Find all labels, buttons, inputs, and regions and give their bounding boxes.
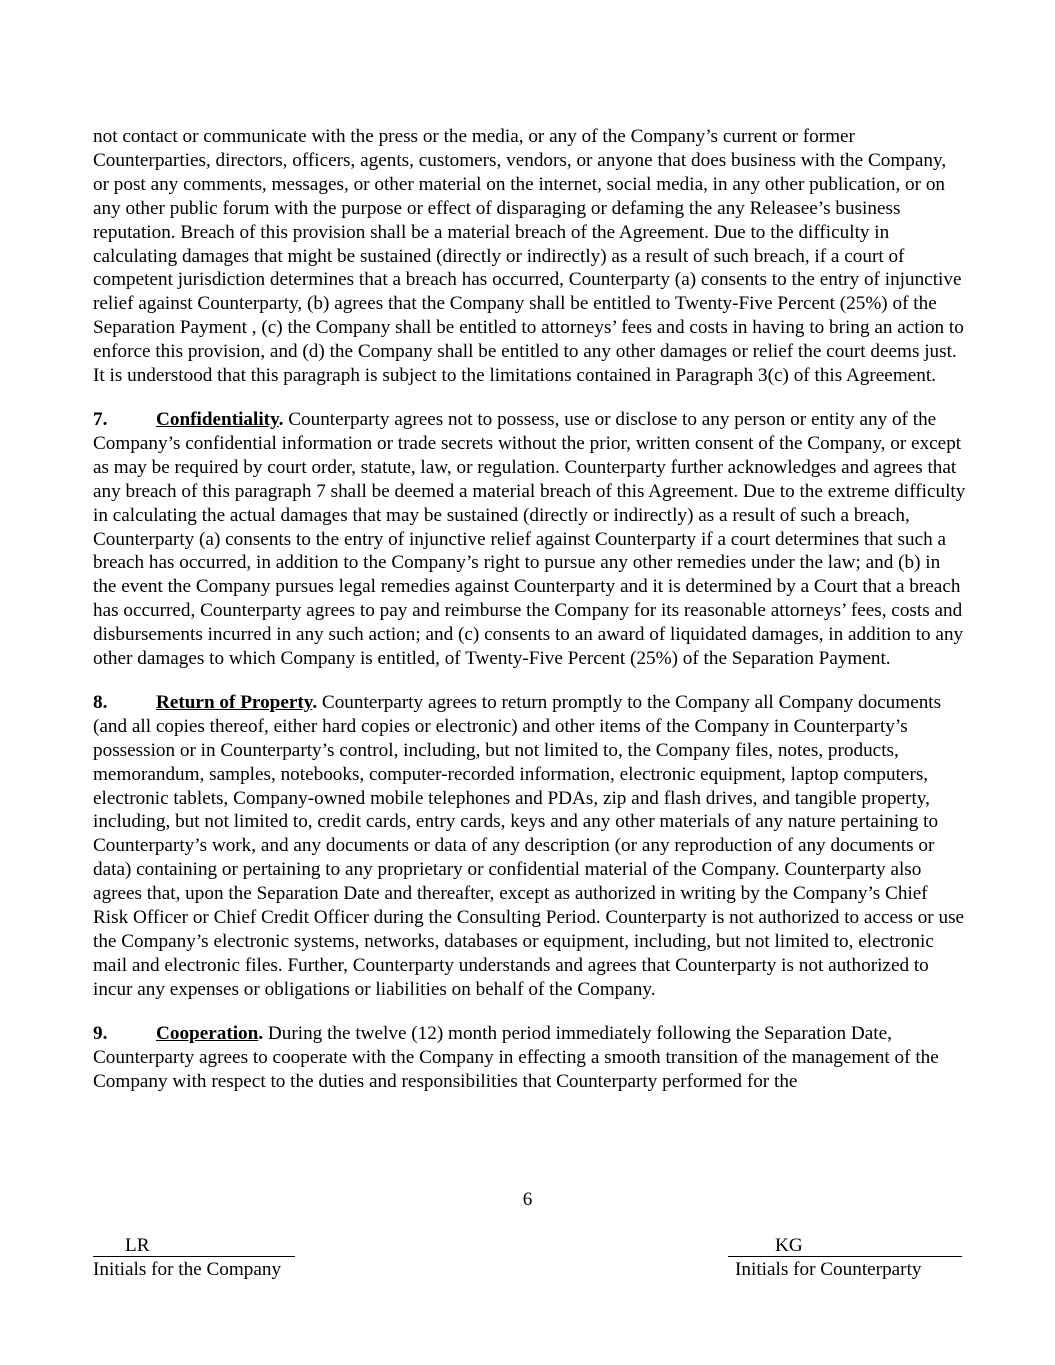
section-title: Return of Property	[156, 691, 313, 713]
section-8-return-of-property	[93, 691, 966, 1002]
section-title-suffix: .	[258, 1022, 264, 1044]
company-initials: LR	[125, 1235, 150, 1256]
section-title-suffix: .	[278, 408, 284, 430]
section-9-cooperation	[93, 1022, 966, 1094]
section-title: Cooperation	[156, 1022, 259, 1044]
counterparty-initials-label: Initials for Counterparty	[735, 1259, 922, 1280]
counterparty-initials: KG	[775, 1235, 803, 1256]
section-7-confidentiality	[93, 408, 966, 671]
section-body: Counterparty agrees to return promptly to the Company all Company documents (and all copies thereof, either hard copies or electronic) and other items of the Company in Counterparty’s possession or in Counterparty’s control, including, but not limited to, the Company files, notes, products, memorandum, samples, notebooks, computer-recorded information, electronic equipment, laptop computers, electronic tablets, Company-owned mobile telephones and PDAs, zip and flash drives, and tangible property, including, but not limited to, credit cards, entry cards, keys and any other materials of any nature pertaining to Counterparty’s work, and any documents or data of any description (or any reproduction of any documents or data) containing or pertaining to any proprietary or confidential material of the Company. Counterparty also agrees that, upon the Separation Date and thereafter, except as authorized in writing by the Company’s Chief Risk Officer or Chief Credit Officer during the Consulting Period. Counterparty is not authorized to access or use the Company’s electronic systems, networks, databases or equipment, including, but not limited to, electronic mail and electronic files. Further, Counterparty understands and agrees that Counterparty is not authorized to incur any expenses or obligations or liabilities on behalf of the Company.	[93, 691, 965, 1000]
counterparty-initials-line	[728, 1234, 962, 1257]
counterparty-initials-block	[728, 1234, 962, 1282]
section-title: Confidentiality	[156, 408, 279, 430]
company-initials-block	[93, 1234, 295, 1282]
section-title-suffix: .	[312, 691, 318, 713]
section-number: 9.	[93, 1022, 108, 1044]
company-initials-label: Initials for the Company	[93, 1259, 282, 1280]
section-body: During the twelve (12) month period immediately following the Separation Date, Counterparty agrees to cooperate with the Company in effecting a smooth transition of the management of the Company with respect to the duties and responsibilities that Counterparty performed for the	[93, 1022, 939, 1092]
document-body	[93, 125, 966, 1113]
company-initials-line	[93, 1234, 295, 1257]
section-number: 8.	[93, 691, 108, 713]
section-body: Counterparty agrees not to possess, use or disclose to any person or entity any of the Company’s confidential information or trade secrets without the prior, written consent of the Company, or except as may be required by court order, statute, law, or regulation. Counterparty further acknowledges and agrees that any breach of this paragraph 7 shall be deemed a material breach of this Agreement. Due to the extreme difficulty in calculating the actual damages that may be sustained (directly or indirectly) as a result of such a breach, Counterparty (a) consents to the entry of injunctive relief against Counterparty if a court determines that such a breach has occurred, in addition to the Company’s right to pursue any other remedies under the law; and (b) in the event the Company pursues legal remedies against Counterparty and it is determined by a Court that a breach has occurred, Counterparty agrees to pay and reimburse the Company for its reasonable attorneys’ fees, costs and disbursements incurred in any such action; and (c) consents to an award of liquidated damages, in addition to any other damages to which Company is entitled, of Twenty-Five Percent (25%) of the Separation Payment.	[93, 408, 966, 670]
page-number: 6	[522, 1189, 533, 1210]
section-number: 7.	[93, 408, 108, 430]
continuation-paragraph: not contact or communicate with the press or the media, or any of the Company’s current or former Counterparties, directors, officers, agents, customers, vendors, or anyone that does business with the Company, or post any comments, messages, or other material on the internet, social media, in any other publication, or on any other public forum with the purpose or effect of disparaging or defaming the any Releasee’s business reputation. Breach of this provision shall be a material breach of the Agreement. Due to the difficulty in calculating damages that might be sustained (directly or indirectly) as a result of such breach, if a court of competent jurisdiction determines that a breach has occurred, Counterparty (a) consents to the entry of injunctive relief against Counterparty, (b) agrees that the Company shall be entitled to Twenty-Five Percent (25%) of the Separation Payment , (c) the Company shall be entitled to attorneys’ fees and costs in having to bring an action to enforce this provision, and (d) the Company shall be entitled to any other damages or relief the court deems just. It is understood that this paragraph is subject to the limitations contained in Paragraph 3(c) of this Agreement.	[93, 126, 964, 387]
